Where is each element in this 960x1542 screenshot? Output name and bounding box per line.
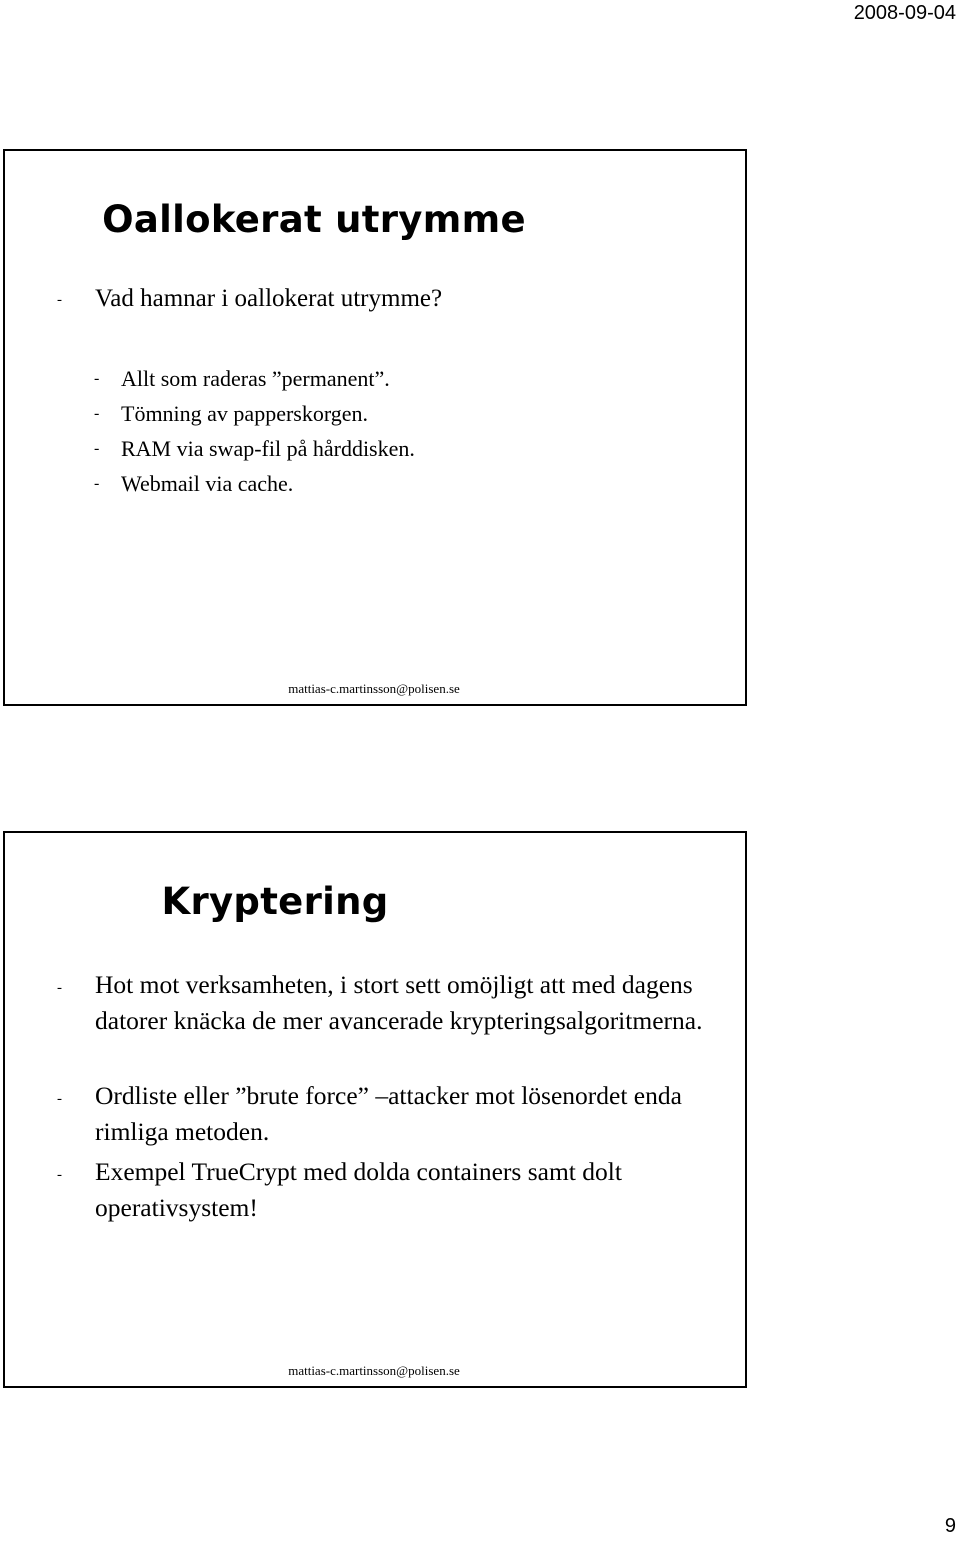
bullet-item bbox=[57, 281, 725, 316]
slide-title: Kryptering bbox=[161, 880, 389, 923]
sub-bullet-item bbox=[94, 466, 415, 501]
sub-bullet-item bbox=[94, 431, 415, 466]
bullet-item bbox=[57, 967, 725, 1038]
bullet-text: Hot mot verksamheten, i stort sett omöjligt att med dagens datorer knäcka de mer avancerade krypteringsalgoritmerna. bbox=[95, 970, 703, 1035]
slide-footer: mattias-c.martinsson@polisen.se bbox=[288, 681, 460, 696]
sub-bullet-item bbox=[94, 396, 415, 431]
bullet-text: Webmail via cache. bbox=[121, 471, 294, 496]
bullet-item bbox=[57, 1154, 725, 1225]
slide-footer: mattias-c.martinsson@polisen.se bbox=[288, 1363, 460, 1378]
bullet-dash: - bbox=[94, 370, 100, 387]
bullet-dash: - bbox=[57, 292, 62, 308]
bullet-dash: - bbox=[57, 1167, 62, 1183]
bullet-text: Vad hamnar i oallokerat utrymme? bbox=[95, 285, 443, 312]
bullet-text: Exempel TrueCrypt med dolda containers samt dolt operativsystem! bbox=[95, 1157, 622, 1222]
bullet-text: Tömning av papperskorgen. bbox=[121, 401, 369, 426]
slide-title: Oallokerat utrymme bbox=[102, 198, 526, 241]
bullet-dash: - bbox=[57, 1091, 62, 1107]
bullet-item bbox=[57, 1078, 725, 1149]
bullet-dash: - bbox=[94, 440, 100, 457]
slide-oallokerat-utrymme bbox=[3, 149, 747, 706]
page-date: 2008-09-04 bbox=[853, 2, 956, 24]
sub-bullet-list bbox=[94, 361, 415, 501]
bullet-text: RAM via swap-fil på hårddisken. bbox=[121, 436, 415, 461]
bullet-dash: - bbox=[94, 405, 100, 422]
bullet-dash: - bbox=[57, 980, 62, 996]
slide-kryptering bbox=[3, 831, 747, 1388]
bullet-text: Ordliste eller ”brute force” –attacker mot lösenordet enda rimliga metoden. bbox=[95, 1081, 682, 1146]
bullet-dash: - bbox=[94, 475, 100, 492]
bullet-text: Allt som raderas ”permanent”. bbox=[121, 366, 390, 391]
sub-bullet-item bbox=[94, 361, 415, 396]
page-number: 9 bbox=[944, 1515, 956, 1537]
